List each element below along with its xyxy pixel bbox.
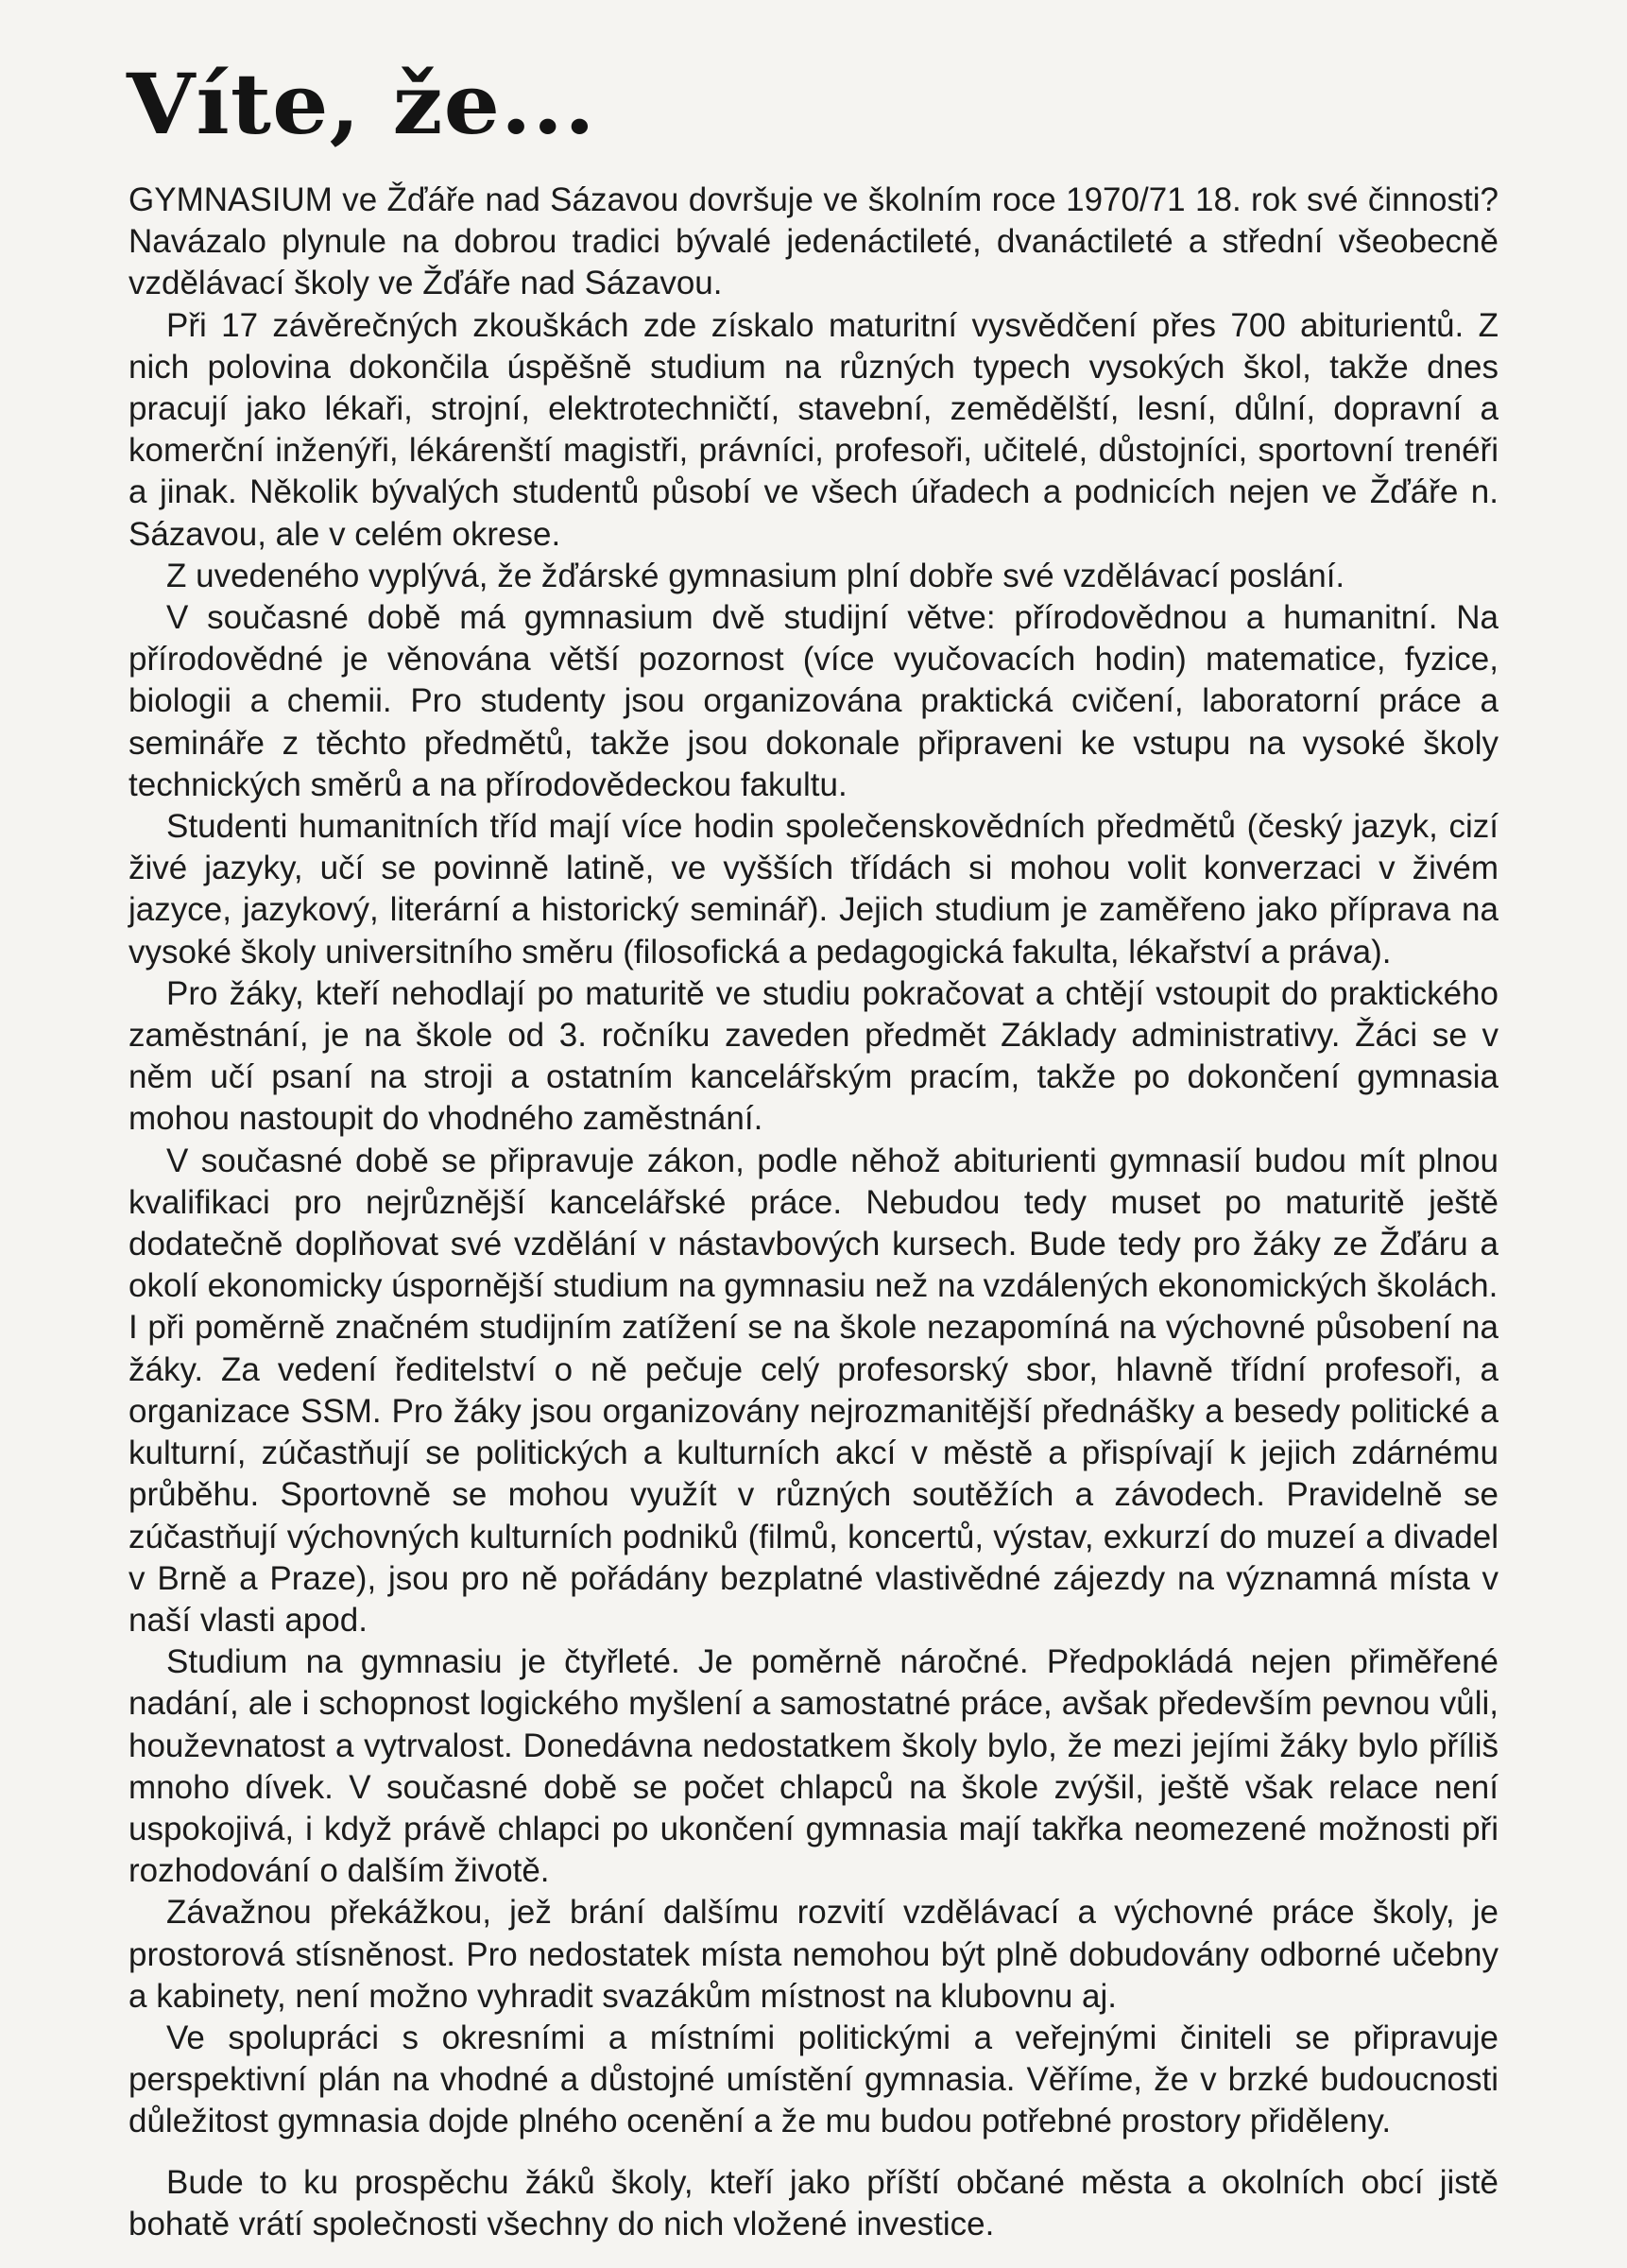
paragraph-new-law: V současné době se připravuje zákon, podle něhož abiturienti gymnasií budou mít plnou kvalifikaci pro nejrůznější kancelářské práce. Nebudou tedy muset po maturitě ještě dodatečně doplňovat své vzdělání v nástavbových kursech. Bude tedy pro žáky ze Žďáru a okolí ekonomicky úspornější studium na gymnasiu než na vzdálených ekonomických školách.	[128, 1142, 1499, 1305]
paragraph-intro: GYMNASIUM ve Žďáře nad Sázavou dovršuje ve školním roce 1970/71 18. rok své činnosti? Navázalo plynule na dobrou tradici bývalé jedenáctileté, dvanáctileté a střední všeobecně vzdělávací školy ve Žďáře nad Sázavou.	[128, 181, 1499, 302]
paragraph-education: I při poměrně značném studijním zatížení se na škole nezapomíná na výchovné působení na žáky. Za vedení ředitelství o ně pečuje celý profesorský sbor, hlavně třídní profesoři, a organizace SSM. Pro žáky jsou organizovány nejrozmanitější přednášky a besedy politické a kulturní, zúčastňují se politických a kulturních akcí v městě a přispívají k jejich zdárnému průběhu. Sportovně se mohou využít v různých soutěžích a závodech. Pravidelně se zúčastňují výchovných kulturních podniků (filmů, koncertů, výstav, exkurzí do muzeí a divadel v Brně a Praze), jsou pro ně pořádány bezplatné vlastivědné zájezdy na významná místa v naší vlasti apod.	[128, 1309, 1499, 1639]
paragraph-future-plan: Ve spolupráci s okresními a místními politickými a veřejnými činiteli se připravuje perspektivní plán na vhodné a důstojné umístění gymnasia. Věříme, že v brzké budoucnosti důležitost gymnasia dojde plného ocenění a že mu budou potřebné prostory přiděleny.	[128, 2019, 1499, 2140]
paragraph-graduates: Při 17 závěrečných zkouškách zde získalo maturitní vysvědčení přes 700 abiturientů. Z nich polovina dokončila úspěšně studium na různých typech vysokých škol, takže dnes pracují jako lékaři, strojní, elektrotechničtí, stavební, zemědělští, lesní, důlní, dopravní a komerční inženýři, lékárenští magistři, právníci, profesoři, učitelé, důstojníci, sportovní trenéři a jinak. Několik bývalých studentů působí ve všech úřadech a podnicích nejen ve Žďáře n. Sázavou, ale v celém okrese.	[128, 306, 1499, 553]
paragraph-study-branches: V současné době má gymnasium dvě studijní větve: přírodovědnou a humanitní. Na přírodovědné je věnována větší pozornost (více vyučovacích hodin) matematice, fyzice, biologii a chemii. Pro studenty jsou organizována praktická cvičení, laboratorní práce a semináře z těchto předmětů, takže jsou dokonale připraveni ke vstupu na vysoké školy technických směrů a na přírodovědeckou fakultu.	[128, 599, 1499, 803]
paragraph-space-issue: Závažnou překážkou, jež brání dalšímu rozvití vzdělávací a výchovné práce školy, je prostorová stísněnost. Pro nedostatek místa nemohou být plně dobudovány odborné učebny a kabinety, není možno vyhradit svazákům místnost na klubovnu aj.	[128, 1894, 1499, 2015]
paragraph-study-length: Studium na gymnasiu je čtyřleté. Je poměrně náročné. Předpokládá nejen přiměřené nadání, ale i schopnost logického myšlení a samostatné práce, avšak především pevnou vůli, houževnatost a vytrvalost. Donedávna nedostatkem školy bylo, že mezi jejími žáky bylo příliš mnoho dívek. V současné době se počet chlapců na škole zvýšil, ještě však relace není uspokojivá, i když právě chlapci po ukončení gymnasia mají takřka neomezené možnosti při rozhodování o dalším životě.	[128, 1643, 1499, 1890]
paragraph-humanities: Studenti humanitních tříd mají více hodin společenskovědních předmětů (český jazyk, cizí živé jazyky, učí se povinně latině, ve vyšších třídách si mohou volit konverzaci v živém jazyce, jazykový, literární a historický seminář). Jejich studium je zaměřeno jako příprava na vysoké školy universitního směru (filosofická a pedagogická fakulta, lékařství a práva).	[128, 808, 1499, 971]
paragraph-mission: Z uvedeného vyplývá, že žďárské gymnasium plní dobře své vzdělávací poslání.	[166, 557, 1345, 594]
article-body	[128, 180, 1499, 2245]
page-title: Víte, že...	[127, 55, 596, 153]
paragraph-administration: Pro žáky, kteří nehodlají po maturitě ve studiu pokračovat a chtějí vstoupit do praktického zaměstnání, je na škole od 3. ročníku zaveden předmět Základy administrativy. Žáci se v něm učí psaní na stroji a ostatním kancelářským pracím, takže po dokončení gymnasia mohou nastoupit do vhodného zaměstnání.	[128, 974, 1499, 1138]
paragraph-conclusion: Bude to ku prospěchu žáků školy, kteří jako příští občané města a okolních obcí jistě bohatě vrátí společnosti všechny do nich vložené investice.	[128, 2163, 1499, 2242]
